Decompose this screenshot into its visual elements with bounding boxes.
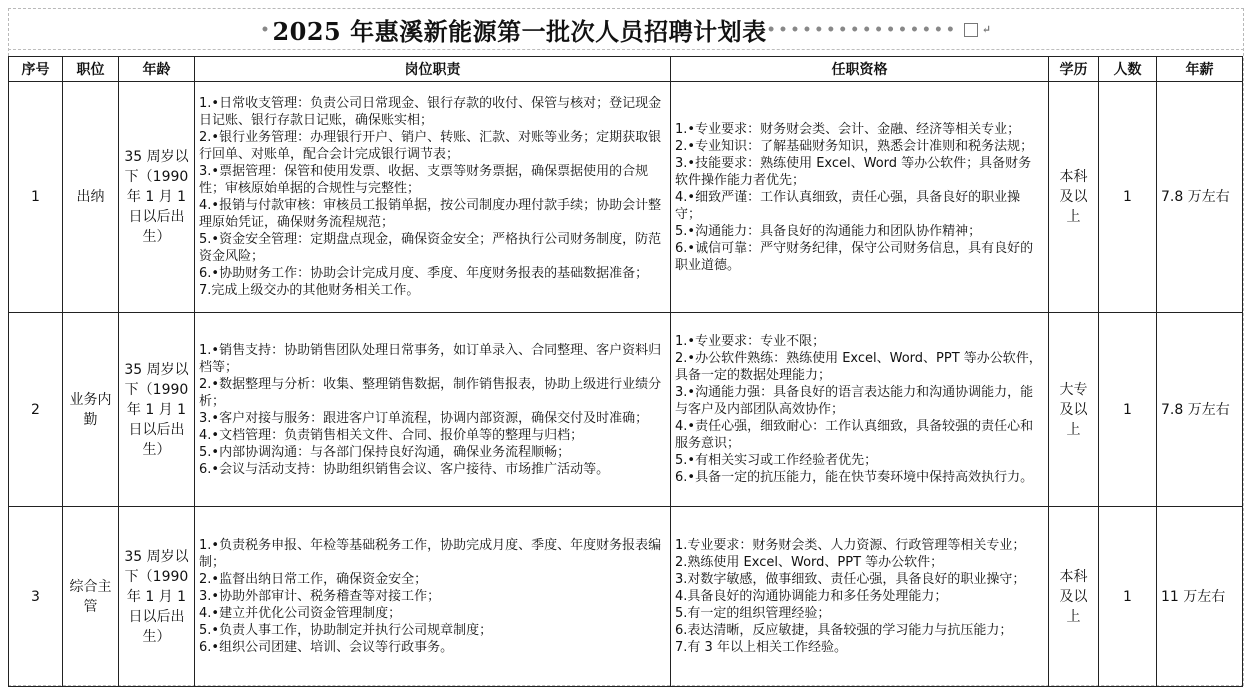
header-salary: 年薪 [1157,57,1243,82]
duty-item: 1.•日常收支管理：负责公司日常现金、银行存款的收付、保管与核对；登记现金日记账、银行存款日记账，确保账实相； [199,96,662,128]
row-headcount: 1 [1099,313,1157,507]
row-position: 综合主管 [63,507,119,687]
paragraph-mark-icon: ↵ [981,23,992,36]
qualification-item: 3.•沟通能力强：具备良好的语言表达能力和沟通协调能力，能与客户及内部团队高效协作； [675,385,1034,417]
duty-item: 5.•负责人事工作，协助制定并执行公司规章制度； [199,623,493,638]
table-header-row [9,57,1243,82]
page-title [261,12,992,47]
row-position: 出纳 [63,82,119,313]
duty-item: 6.•会议与活动支持：协助组织销售会议、客户接待、市场推广活动等。 [199,461,610,477]
row-duties [195,82,671,313]
header-position: 职位 [63,57,119,82]
row-qualifications [671,507,1049,687]
duty-item: 7.完成上级交办的其他财务相关工作。 [199,283,420,298]
qualification-item: 6.表达清晰，反应敏捷，具备较强的学习能力与抗压能力； [675,623,1013,638]
row-duties [195,313,671,507]
row-salary: 11 万左右 [1157,507,1243,687]
qualification-item: 3.对数字敏感，做事细致、责任心强，具备良好的职业操守； [675,572,1026,587]
header-seq: 序号 [9,57,63,82]
qualification-item: 2.熟练使用 Excel、Word、PPT 等办公软件； [675,555,944,570]
qualification-item: 4.•细致严谨：工作认真细致，责任心强，具备良好的职业操守； [675,189,1021,222]
title-row [8,10,1244,50]
duty-item: 4.•报销与付款审核：审核员工报销单据，按公司制度办理付款手续；协助会计整理原始凭证，确保财务流程规范； [199,198,662,230]
row-education: 本科及以上 [1049,82,1099,313]
row-salary: 7.8 万左右 [1157,313,1243,507]
row-education: 本科及以上 [1049,507,1099,687]
table-row [9,82,1243,313]
table-row [9,313,1243,507]
row-seq: 3 [9,507,63,687]
qualification-item: 2.•办公软件熟练：熟练使用 Excel、Word、PPT 等办公软件，具备一定的数据处理能力； [675,351,1042,383]
duty-item: 3.•协助外部审计、税务稽查等对接工作； [199,589,441,604]
header-education: 学历 [1049,57,1099,82]
recruitment-plan-table [8,56,1243,687]
qualification-item: 5.•沟通能力：具备良好的沟通能力和团队协作精神； [675,223,982,239]
qualification-item: 1.•专业要求：财务财会类、会计、金融、经济等相关专业； [675,121,1021,137]
qualification-item: 7.有 3 年以上相关工作经验。 [675,640,847,655]
duty-item: 4.•文档管理：负责销售相关文件、合同、报价单等的整理与归档； [199,427,584,443]
duty-item: 2.•监督出纳日常工作，确保资金安全； [199,572,428,587]
qualification-item: 4.具备良好的沟通协调能力和多任务处理能力； [675,589,948,604]
row-age: 35 周岁以下（1990 年 1 月 1 日以后出生） [119,82,195,313]
header-duties: 岗位职责 [195,57,671,82]
duty-item: 1.•负责税务申报、年检等基础税务工作，协助完成月度、季度、年度财务报表编制； [199,538,662,570]
duty-item: 3.•客户对接与服务：跟进客户订单流程，协调内部资源，确保交付及时准确； [199,410,649,426]
row-position: 业务内勤 [63,313,119,507]
header-headcount: 人数 [1099,57,1157,82]
row-headcount: 1 [1099,507,1157,687]
duty-item: 2.•数据整理与分析：收集、整理销售数据，制作销售报表，协助上级进行业绩分析； [199,376,662,409]
row-education: 大专及以上 [1049,313,1099,507]
row-age: 35 周岁以下（1990 年 1 月 1 日以后出生） [119,507,195,687]
row-qualifications [671,82,1049,313]
header-qualifications: 任职资格 [671,57,1049,82]
qualification-item: 5.•有相关实习或工作经验者优先； [675,453,878,468]
qualification-item: 6.•具备一定的抗压能力，能在快节奏环境中保持高效执行力。 [675,470,1034,485]
qualification-item: 5.有一定的组织管理经验； [675,606,831,621]
qualification-item: 2.•专业知识：了解基础财务知识，熟悉会计准则和税务法规； [675,138,1034,154]
header-age: 年龄 [119,57,195,82]
duty-item: 3.•票据管理：保管和使用发票、收据、支票等财务票据，确保票据使用的合规性；审核原始单据的合规性与完整性； [199,164,649,196]
qualification-item: 3.•技能要求：熟练使用 Excel、Word 等办公软件；具备财务软件操作能力者优先； [675,155,1032,188]
duty-item: 4.•建立并优化公司资金管理制度； [199,606,402,621]
row-qualifications [671,313,1049,507]
duty-item: 5.•内部协调沟通：与各部门保持良好沟通，确保业务流程顺畅； [199,444,571,460]
leader-dots: •••••••••••••••• [766,21,958,38]
page-title-text: 2025 年惠溪新能源第一批次人员招聘计划表 [272,17,767,46]
qualification-item: 6.•诚信可靠：严守财务纪律，保守公司财务信息，具有良好的职业道德。 [675,240,1034,273]
table-row [9,507,1243,687]
row-seq: 2 [9,313,63,507]
row-seq: 1 [9,82,63,313]
qualification-item: 1.•专业要求：专业不限； [675,334,826,349]
end-of-cell-icon [964,23,978,37]
duty-item: 6.•协助财务工作：协助会计完成月度、季度、年度财务报表的基础数据准备； [199,266,649,281]
row-salary: 7.8 万左右 [1157,82,1243,313]
row-age: 35 周岁以下（1990 年 1 月 1 日以后出生） [119,313,195,507]
leader-dots: • [260,21,273,38]
row-duties [195,507,671,687]
duty-item: 5.•资金安全管理：定期盘点现金，确保资金安全；严格执行公司财务制度，防范资金风险； [199,232,662,264]
duty-item: 1.•销售支持：协助销售团队处理日常事务，如订单录入、合同整理、客户资料归档等； [199,342,662,375]
duty-item: 6.•组织公司团建、培训、会议等行政事务。 [199,640,454,655]
qualification-item: 4.•责任心强，细致耐心：工作认真细致，具备较强的责任心和服务意识； [675,419,1034,451]
row-headcount: 1 [1099,82,1157,313]
qualification-item: 1.专业要求：财务财会类、人力资源、行政管理等相关专业； [675,538,1026,553]
duty-item: 2.•银行业务管理：办理银行开户、销户、转账、汇款、对账等业务；定期获取银行回单、对账单，配合会计完成银行调节表； [199,130,662,162]
